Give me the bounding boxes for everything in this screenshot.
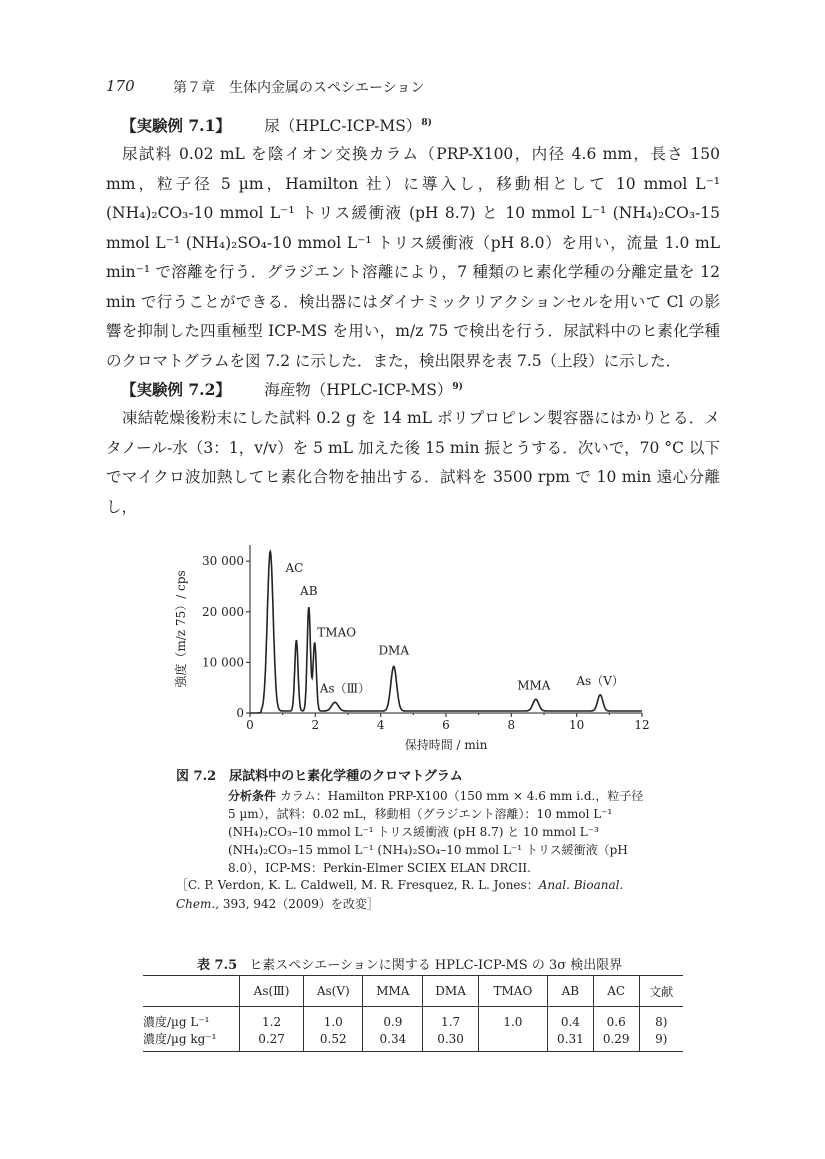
table-cell: 1.0 [478, 1007, 547, 1031]
page-number: 170 [106, 77, 135, 95]
table-header-row [143, 976, 683, 1007]
x-tick-label: 4 [376, 718, 385, 732]
example-7-2-heading [121, 378, 463, 400]
figure-citation [176, 876, 656, 914]
x-axis-label: 保持時間 / min [404, 738, 488, 752]
table-cell: 0.29 [593, 1030, 639, 1052]
table-cell: 0.31 [547, 1030, 593, 1052]
y-tick-label: 30 000 [202, 554, 244, 569]
table-header-cell: AB [547, 976, 593, 1007]
figure-conditions [228, 787, 654, 877]
table-label: 表 7.5 [197, 958, 238, 973]
table-cell: 0.6 [593, 1007, 639, 1031]
table-cell: 0.34 [363, 1030, 423, 1052]
table-header-cell: As(Ⅲ) [240, 976, 304, 1007]
x-tick-label: 2 [311, 718, 320, 732]
table-header-cell: As(Ⅴ) [304, 976, 363, 1007]
x-tick-label: 10 [569, 718, 585, 732]
conditions-label: 分析条件 [228, 789, 277, 803]
table-cell: 0.4 [547, 1007, 593, 1031]
table-header-cell: DMA [423, 976, 479, 1007]
table-cell [478, 1030, 547, 1052]
row-label: 濃度/µg L⁻¹ [143, 1007, 240, 1031]
example-title: 【実験例 7.1】 [121, 116, 231, 135]
y-axis-label: 強度（m/z 75）/ cps [174, 570, 188, 688]
peak-label: DMA [378, 643, 410, 658]
chapter-heading: 第７章 生体内金属のスペシエーション [173, 80, 425, 96]
x-tick-label: 0 [246, 718, 254, 732]
x-tick-label: 6 [442, 718, 450, 732]
peak-label: As（Ⅴ） [576, 673, 624, 688]
table-row [143, 1030, 683, 1052]
table-cell: 8) [655, 1014, 668, 1029]
example-7-2-body: 凍結乾燥後粉末にした試料 0.2 g を 14 mL ポリプロピレン製容器にはかりとる．メタノール-水（3：1，v/v）を 5 mL 加えた後 15 min 振とうする．次いで，70 °C 以下でマイクロ波加熱してヒ素化合物を抽出する．試料を 3500 rpm で 10 min 遠心分離し， [106, 409, 720, 516]
table-header-cell: AC [593, 976, 639, 1007]
chromatogram-trace [250, 552, 642, 714]
row-label: 濃度/µg kg⁻¹ [143, 1030, 240, 1052]
citation-volume: , 393, 942（2009）を改変］ [215, 897, 379, 911]
example-subtitle: 海産物（HPLC-ICP-MS） [264, 381, 453, 399]
conditions-text: カラム：Hamilton PRP-X100（150 mm × 4.6 mm i.d.，粒子径 5 µm），試料：0.02 mL，移動相（グラジエント溶離）：10 mmol L⁻¹ (NH₄)₂CO₃–10 mmol L⁻¹ トリス緩衝液 (pH 8.7) と 10 mmol L⁻³ (NH₄)₂CO₃–15 mmol L⁻¹ (NH₄)₂SO₄–10 mmol L⁻¹ トリス緩衝液（pH 8.0），ICP-MS：Perkin-Elmer SCIEX ELAN DRCII. [228, 789, 644, 875]
example-title: 【実験例 7.2】 [121, 380, 231, 399]
table-header-cell: 文献 [639, 976, 683, 1007]
example-ref: 9) [452, 381, 463, 392]
table-cell: 0.30 [423, 1030, 479, 1052]
peak-label: AB [300, 584, 318, 599]
y-tick-label: 20 000 [202, 604, 244, 619]
table-cell: 0.27 [240, 1030, 304, 1052]
table-row [143, 1007, 683, 1031]
chromatogram-chart [170, 535, 660, 760]
table-cell: 1.0 [304, 1007, 363, 1031]
table-header-cell: MMA [363, 976, 423, 1007]
y-tick-label: 10 000 [202, 655, 244, 670]
table-cell: 0.52 [304, 1030, 363, 1052]
peak-label: TMAO [317, 625, 357, 640]
peak-label: As（Ⅲ） [319, 681, 371, 696]
citation-journal: Anal. Bioanal. Chem. [176, 878, 624, 911]
table-cell: 1.2 [240, 1007, 304, 1031]
y-tick-label: 0 [236, 706, 244, 720]
table-header-corner [143, 976, 240, 1007]
figure-caption: 図 7.2 尿試料中のヒ素化学種のクロマトグラム [176, 769, 463, 784]
x-tick-label: 8 [507, 718, 516, 732]
detection-limit-table [143, 975, 683, 1052]
example-ref: 8) [421, 117, 432, 128]
citation-authors: ［C. P. Verdon, K. L. Caldwell, M. R. Fresquez, R. L. Jones： [176, 878, 539, 892]
table-header-cell: TMAO [478, 976, 547, 1007]
peak-label: AC [285, 561, 304, 576]
table-cell: 9) [639, 1030, 683, 1052]
table-cell: 0.9 [363, 1007, 423, 1031]
x-tick-label: 12 [634, 718, 650, 732]
peak-label: MMA [517, 678, 551, 693]
table-caption [197, 954, 622, 973]
example-7-1-heading [121, 114, 432, 136]
table-cell: 1.7 [423, 1007, 479, 1031]
example-subtitle: 尿（HPLC-ICP-MS） [264, 117, 422, 135]
table-title: ヒ素スペシエーションに関する HPLC-ICP-MS の 3σ 検出限界 [249, 958, 623, 973]
example-7-1-body: 尿試料 0.02 mL を陰イオン交換カラム（PRP-X100，内径 4.6 mm，長さ 150 mm，粒子径 5 µm，Hamilton 社）に導入し，移動相として 10 mmol L⁻¹ (NH₄)₂CO₃-10 mmol L⁻¹ トリス緩衝液 (pH 8.7) と 10 mmol L⁻¹ (NH₄)₂CO₃-15 mmol L⁻¹ (NH₄)₂SO₄-10 mmol L⁻¹ トリス緩衝液（pH 8.0）を用い，流量 1.0 mL min⁻¹ で溶離を行う．グラジエント溶離により，7 種類のヒ素化学種の分離定量を 12 min で行うことができる．検出器にはダイナミックリアクションセルを用いて Cl の影響を抑制した四重極型 ICP-MS を用い，m/z 75 で検出を行う．尿試料中のヒ素化学種のクロマトグラムを図 7.2 に示した．また，検出限界を表 7.5（上段）に示した． [106, 145, 720, 370]
